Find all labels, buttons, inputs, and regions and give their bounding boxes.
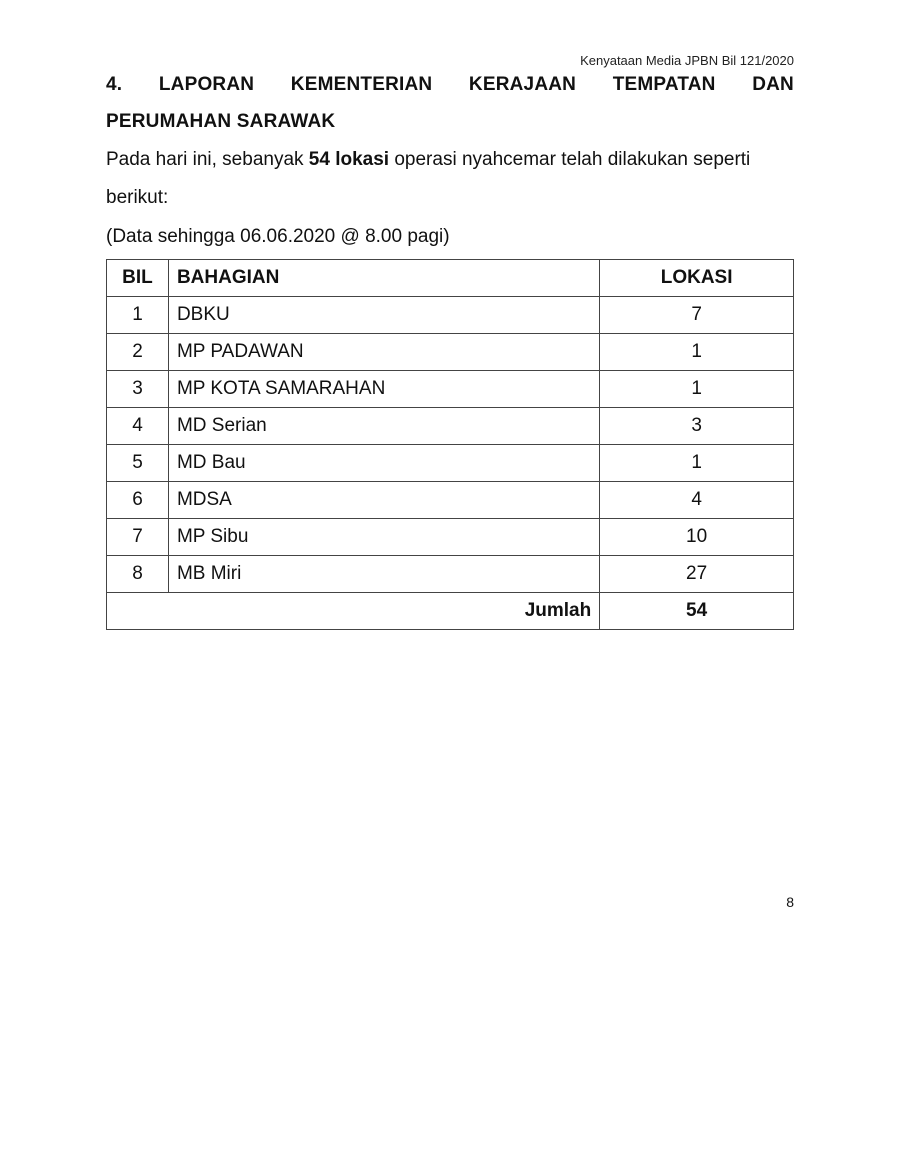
cell-lokasi: 27 [600, 556, 794, 593]
intro-paragraph-line1 [106, 149, 794, 171]
heading-word: TEMPATAN [612, 74, 716, 95]
total-value: 54 [600, 593, 794, 630]
table-row [107, 519, 794, 556]
cell-lokasi: 1 [600, 371, 794, 408]
cell-bil: 4 [107, 408, 169, 445]
cell-bahagian: MD Serian [168, 408, 599, 445]
header-lokasi: LOKASI [600, 260, 794, 297]
cell-bahagian: MP PADAWAN [168, 334, 599, 371]
table-row [107, 297, 794, 334]
table-row [107, 482, 794, 519]
cell-bahagian: MDSA [168, 482, 599, 519]
cell-bahagian: DBKU [168, 297, 599, 334]
cell-bil: 7 [107, 519, 169, 556]
heading-word: DAN [752, 74, 794, 95]
intro-bold-count: 54 lokasi [308, 149, 390, 170]
cell-bil: 3 [107, 371, 169, 408]
cell-bahagian: MB Miri [168, 556, 599, 593]
intro-paragraph-line2: berikut: [106, 187, 169, 208]
intro-text: Pada hari ini, sebanyak [106, 149, 309, 170]
data-date-note: (Data sehingga 06.06.2020 @ 8.00 pagi) [106, 226, 450, 247]
cell-bil: 2 [107, 334, 169, 371]
cell-bahagian: MP Sibu [168, 519, 599, 556]
header-bahagian: BAHAGIAN [168, 260, 599, 297]
cell-bil: 6 [107, 482, 169, 519]
section-heading-line2: PERUMAHAN SARAWAK [106, 111, 336, 132]
cell-lokasi: 10 [600, 519, 794, 556]
intro-text: operasi nyahcemar telah dilakukan seperti [389, 149, 751, 170]
locations-table [106, 259, 794, 630]
heading-word: LAPORAN [158, 74, 255, 95]
section-heading-line1 [106, 74, 794, 96]
cell-bil: 5 [107, 445, 169, 482]
total-label: Jumlah [107, 593, 600, 630]
cell-lokasi: 1 [600, 445, 794, 482]
cell-bahagian: MD Bau [168, 445, 599, 482]
section-number: 4. [106, 74, 123, 95]
page-number: 8 [786, 894, 794, 910]
heading-word: KEMENTERIAN [290, 74, 433, 95]
cell-bahagian: MP KOTA SAMARAHAN [168, 371, 599, 408]
heading-word: KERAJAAN [468, 74, 577, 95]
cell-lokasi: 7 [600, 297, 794, 334]
table-total-row [107, 593, 794, 630]
cell-bil: 8 [107, 556, 169, 593]
table-row [107, 408, 794, 445]
table-row [107, 556, 794, 593]
cell-lokasi: 3 [600, 408, 794, 445]
cell-lokasi: 4 [600, 482, 794, 519]
document-reference: Kenyataan Media JPBN Bil 121/2020 [580, 53, 794, 68]
header-bil: BIL [107, 260, 169, 297]
table-row [107, 334, 794, 371]
cell-bil: 1 [107, 297, 169, 334]
table-header-row [107, 260, 794, 297]
table-row [107, 445, 794, 482]
table-row [107, 371, 794, 408]
cell-lokasi: 1 [600, 334, 794, 371]
